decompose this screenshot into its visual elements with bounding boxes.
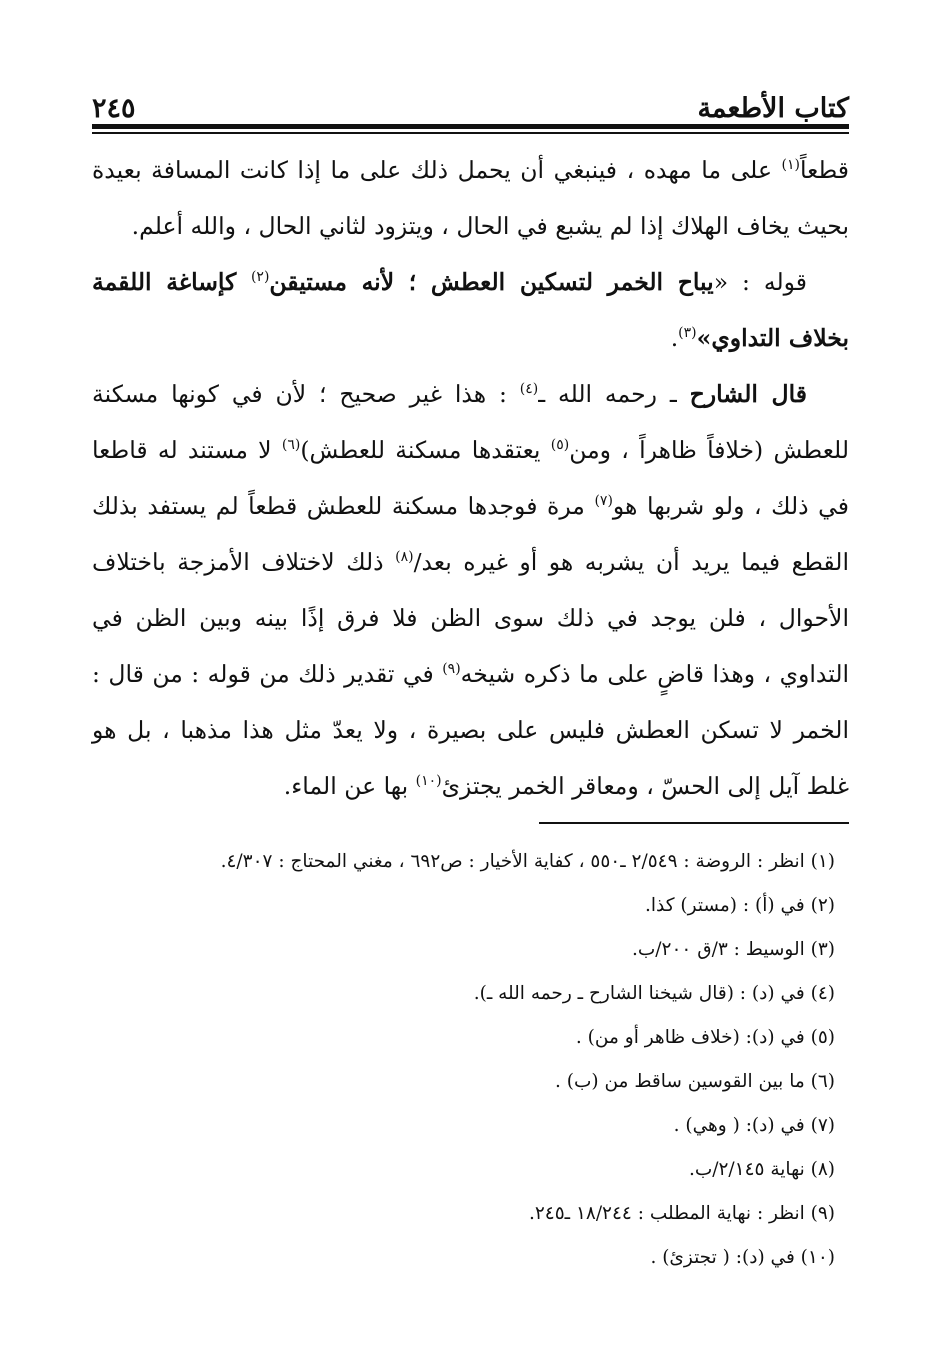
paragraph-3 [92,366,849,814]
text-run: : هذا غير صحيح ؛ لأن في كونها مسكنة للعطش (خلافاً ظاهراً ، ومن [92,380,849,464]
footnote-ref: (٦) [281,437,301,454]
header-rule-thin [92,132,849,134]
footnote-item: (٥) في (د): (خلاف ظاهر أو من) . [575,1027,835,1048]
text-run: ذلك لاختلاف الأمزجة باختلاف الأحوال ، فلن يوجد في ذلك سوى الظن فلا فرق إذًا بينه وبين الظن في التداوي ، وهذا قاضٍ على ما ذكره شيخه [92,548,850,688]
running-header [92,84,849,124]
text-run: بها عن الماء. [283,772,416,800]
footnote-item: (٢) في (أ) : (مستر) كذا. [644,895,835,916]
footnote-item: (١) انظر : الروضة : ٢/٥٤٩ ـ٥٥٠ ، كفاية الأخيار : ص٦٩٢ ، مغني المحتاج : ٤/٣٠٧. [220,851,835,872]
footnote-ref: (١٠) [415,773,442,790]
footnote-item: (٨) نهاية ٢/١٤٥/ب. [688,1159,835,1180]
text-run: مرة فوجدها مسكنة للعطش قطعاً لم يستفد بذلك القطع فيما يريد أن يشربه هو أو غيره بعد/ [92,492,849,576]
footnote-ref: (٥) [550,437,570,454]
footnote-item: (١٠) في (د): ( تجتزئ) . [650,1247,835,1268]
text-run: على ما مهده ، فينبغي أن يحمل ذلك على ما إذا كانت المسافة بعيدة بحيث يخاف الهلاك إذا لم يشبع في الحال ، ويتزود لثاني الحال ، والله أعلم. [92,156,849,240]
text-run: . [670,324,679,352]
header-rule-thick [92,124,849,129]
quoted-text: يباح الخمر لتسكين العطش ؛ لأنه مستيقن [269,268,714,296]
quoted-text: كإساغة اللقمة بخلاف التداوي» [92,268,849,352]
footnote-ref: (٢) [250,269,270,286]
main-text [92,142,849,814]
text-run: قطعاً [799,156,849,184]
page-number: ٢٤٥ [92,93,136,124]
text-run: قوله : « [713,268,808,296]
text-run: يعتقدها مسكنة للعطش) [300,436,551,464]
footnote-ref: (٤) [519,381,539,398]
text-run: لا مستند له قاطعا في ذلك ، ولو شربها هو [92,436,849,520]
footnote-item: (٣) الوسيط : ٣/ق ٢٠٠/ب. [632,939,835,960]
text-run: ـ رحمه الله ـ [538,380,690,408]
footnote-item: (٤) في (د) : (قال شيخنا الشارح ـ رحمه الله ـ). [473,983,835,1004]
footnote-item: (٦) ما بين القوسين ساقط من (ب) . [554,1071,835,1092]
paragraph-2 [92,254,849,366]
speaker-label: قال الشارح [689,380,808,408]
footnote-ref: (٩) [442,661,461,678]
footnotes [92,840,849,1280]
footnote-ref: (٧) [594,493,613,510]
footnote-ref: (١) [781,157,800,174]
text-run: في تقدير ذلك من قوله : من قال : الخمر لا تسكن العطش فليس على بصيرة ، ولا يعدّ مثل هذا مذهبا ، بل هو غلط آيل إلى الحسّ ، ومعاقر الخمر يجتزئ [92,660,849,800]
chapter-title: كتاب الأطعمة [697,93,849,124]
footnote-separator [539,822,849,824]
footnote-ref: (٣) [678,325,697,342]
footnote-item: (٩) انظر : نهاية المطلب : ١٨/٢٤٤ ـ٢٤٥. [528,1203,835,1224]
paragraph-1 [92,142,849,254]
footnote-ref: (٨) [395,549,414,566]
footnote-item: (٧) في (د): ( وهي) . [673,1115,835,1136]
